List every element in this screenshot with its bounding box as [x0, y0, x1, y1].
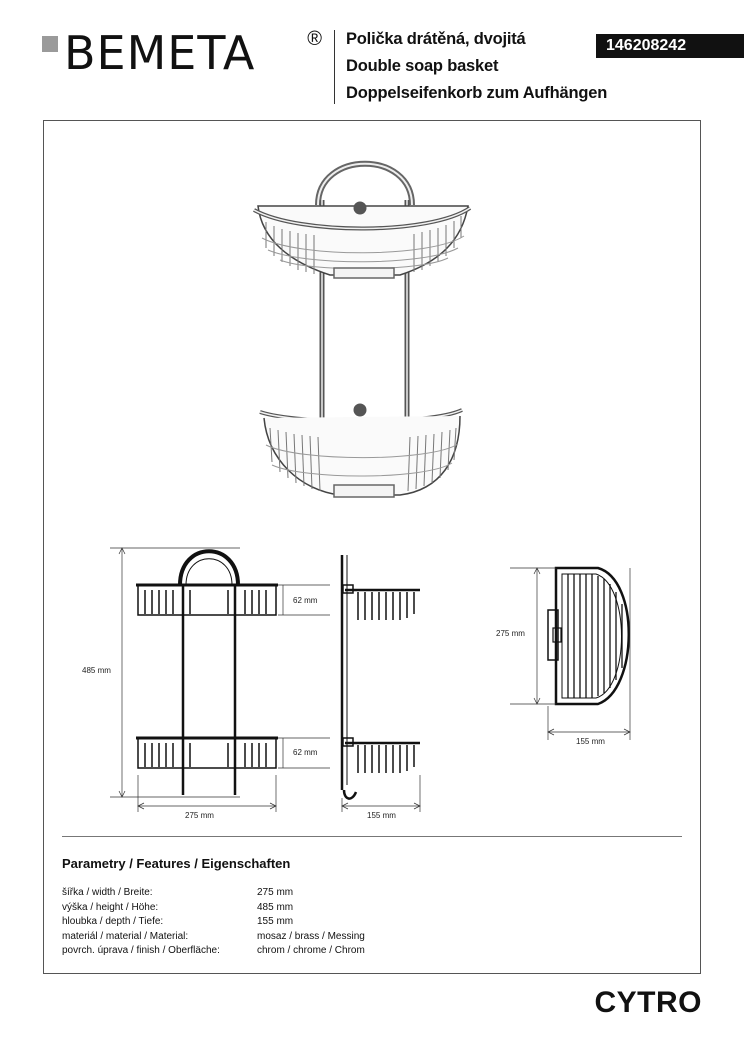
series-name: CYTRO — [594, 986, 702, 1019]
dim-shelf-top-label: 62 mm — [293, 596, 318, 605]
title-cz: Polička drátěná, dvojitá — [346, 30, 526, 48]
param-value: 485 mm — [257, 901, 294, 913]
title-de: Doppelseifenkorb zum Aufhängen — [346, 84, 608, 102]
dim-shelf-bottom-label: 62 mm — [293, 748, 318, 757]
dimension-labels — [82, 596, 605, 820]
param-label: hloubka / depth / Tiefe: — [62, 916, 164, 927]
dim-depth-top-label: 155 mm — [576, 737, 605, 746]
param-row — [62, 915, 365, 930]
top-view-drawing — [548, 568, 629, 704]
param-label: povrch. úprava / finish / Oberfläche: — [62, 945, 220, 956]
product-code: 146208242 — [596, 34, 744, 58]
side-view-drawing — [342, 555, 420, 799]
param-label: šířka / width / Breite: — [62, 887, 153, 898]
params-table — [62, 886, 365, 959]
param-value: chrom / chrome / Chrom — [257, 945, 365, 956]
title-en: Double soap basket — [346, 57, 499, 75]
dim-height-label: 485 mm — [82, 666, 111, 675]
product-photo — [254, 164, 470, 497]
dim-width-front-label: 275 mm — [185, 811, 214, 820]
dim-width-top-label: 275 mm — [496, 629, 525, 638]
param-value: 275 mm — [257, 887, 294, 898]
param-label: materiál / material / Material: — [62, 930, 189, 942]
param-label: výška / height / Höhe: — [62, 901, 159, 913]
params-divider — [62, 836, 682, 837]
params-heading: Parametry / Features / Eigenschaften — [62, 856, 291, 871]
front-view-drawing — [136, 551, 278, 795]
dim-depth-side-label: 155 mm — [367, 811, 396, 820]
param-value: mosaz / brass / Messing — [257, 930, 365, 942]
param-row — [62, 886, 365, 901]
brand-name: BEMETA — [64, 26, 256, 80]
param-row — [62, 930, 365, 945]
dimension-lines — [110, 548, 630, 812]
param-row — [62, 901, 365, 916]
param-value: 155 mm — [257, 916, 294, 927]
registered-mark: ® — [307, 28, 322, 50]
param-row — [62, 944, 365, 959]
